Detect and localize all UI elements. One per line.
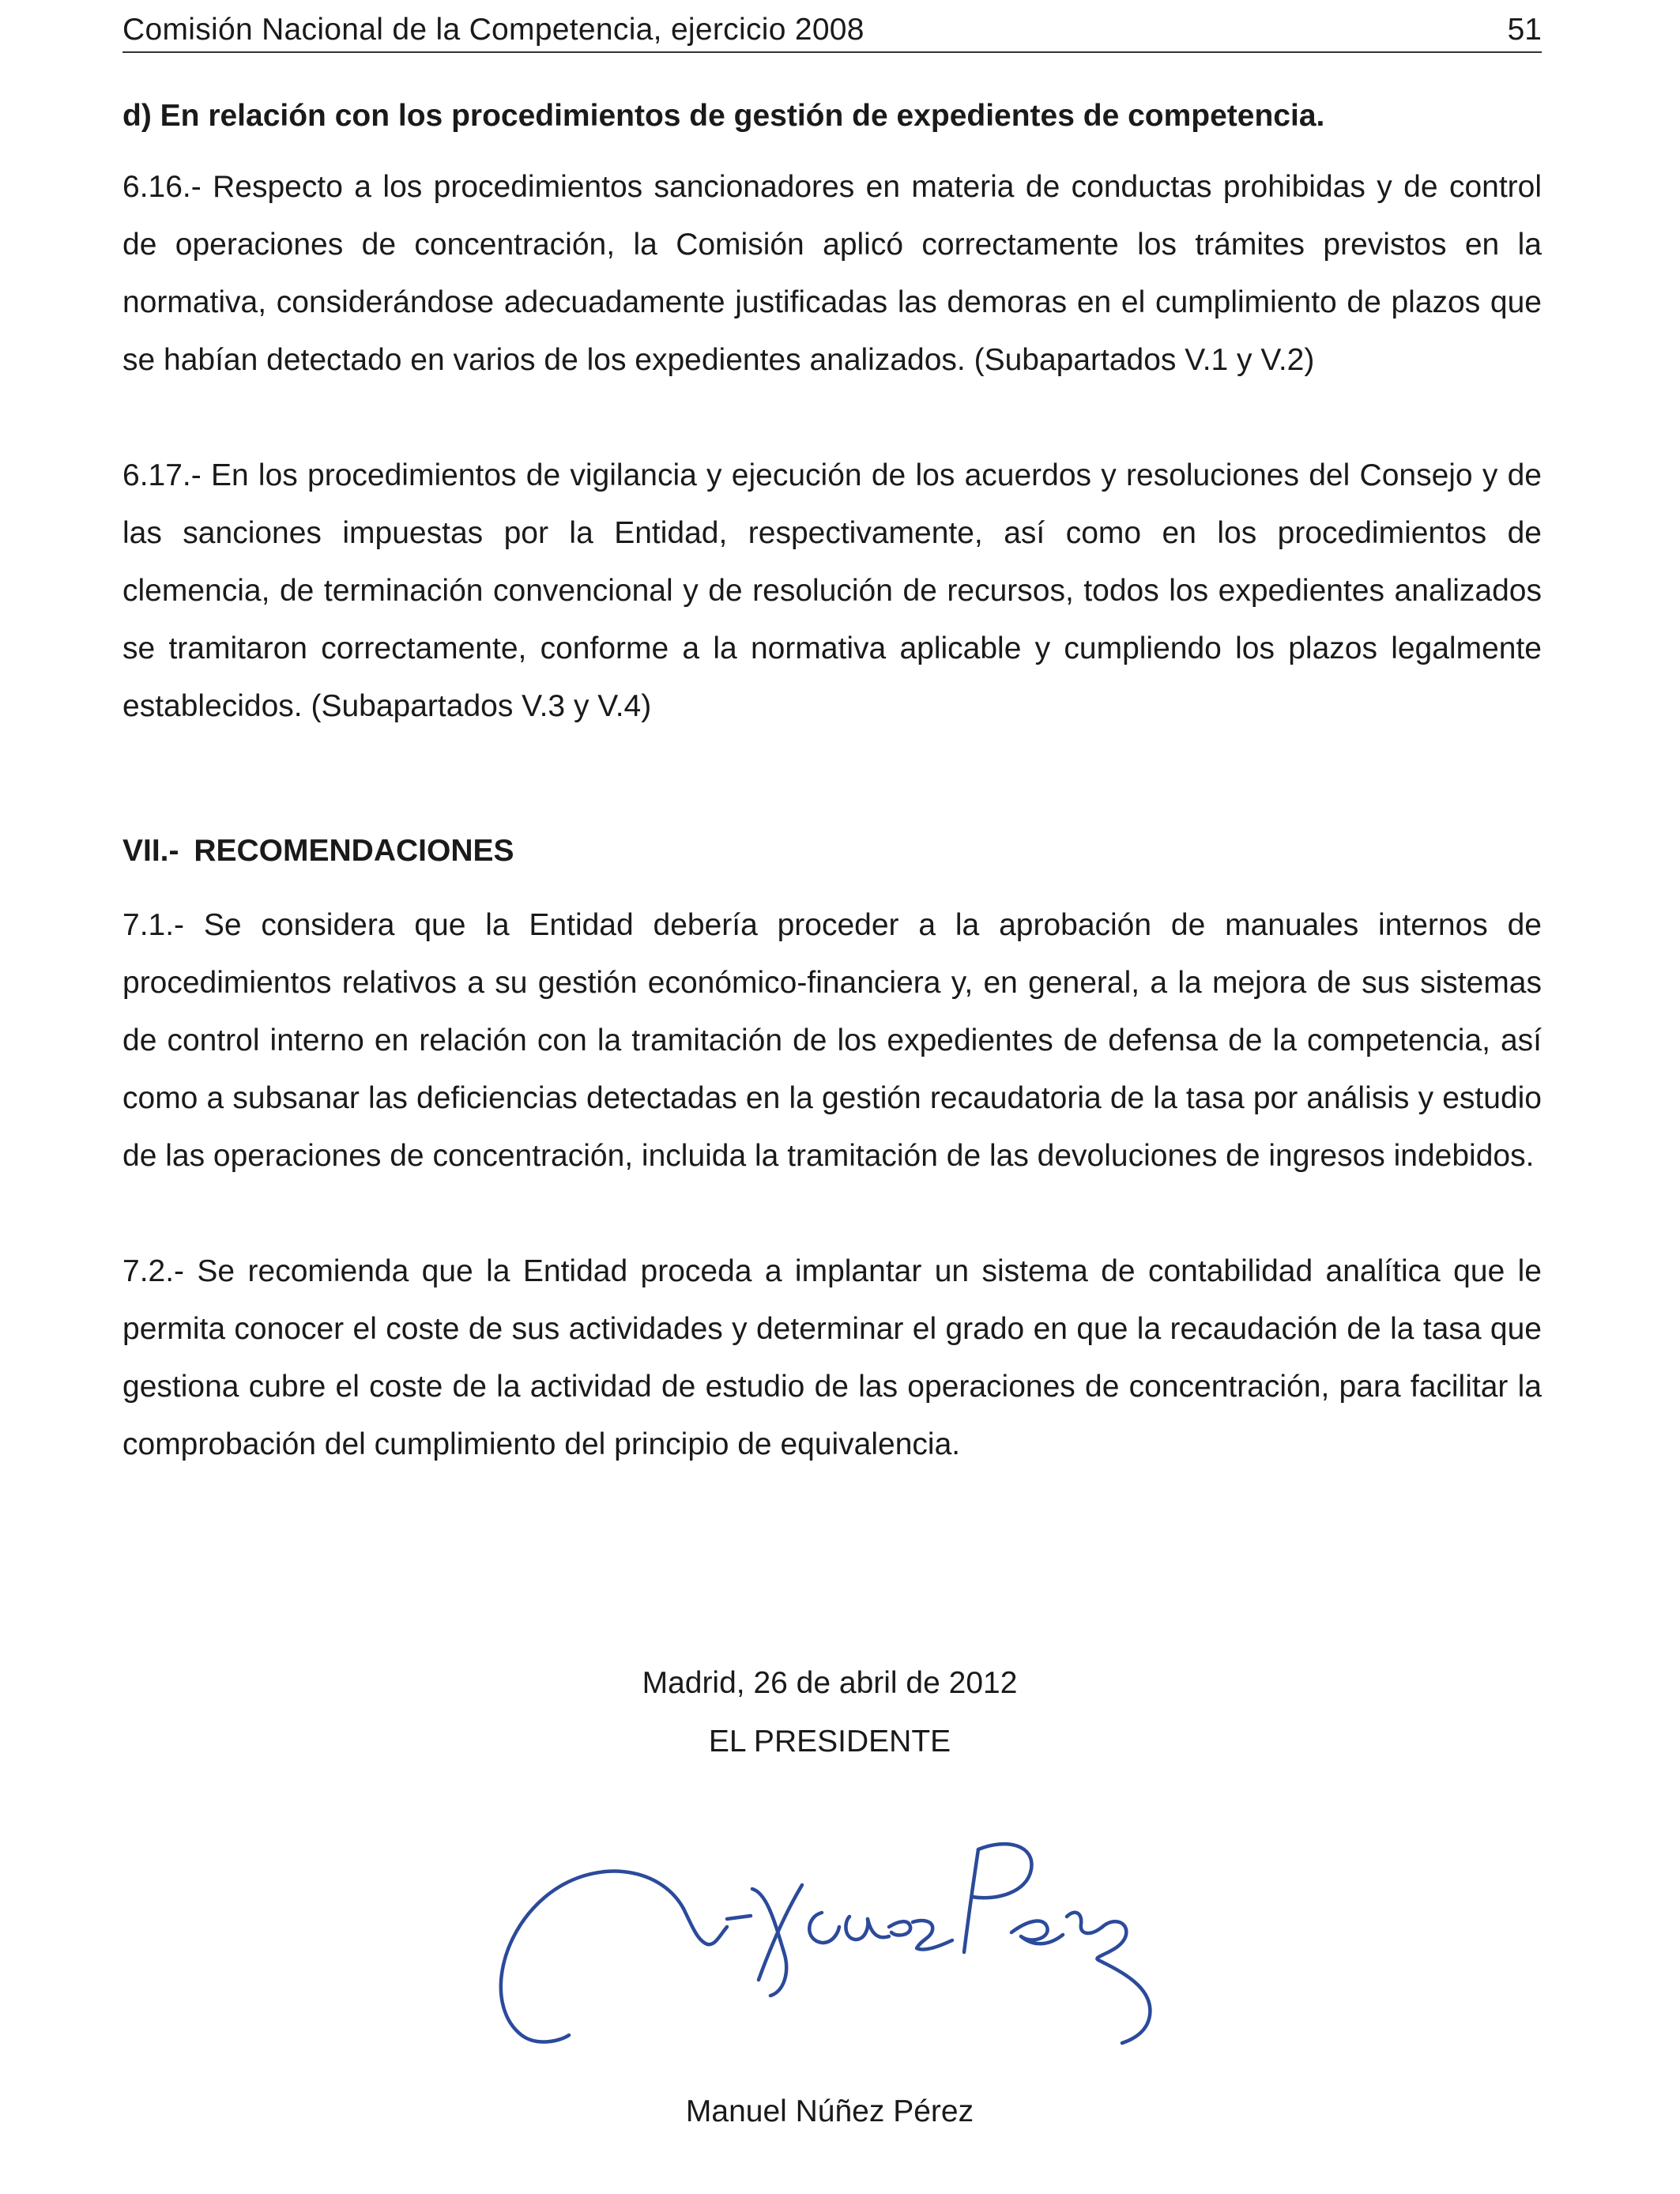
signer-role: EL PRESIDENTE: [708, 1725, 951, 1759]
paragraph-7-2: 7.2.- Se recomienda que la Entidad proceda a implantar un sistema de contabilidad analítica que le permita conocer el coste de sus actividades y determinar el grado en que la recaudación de la tasa que gestiona cubre el coste de la actividad de estudio de las operaciones de concentración, para facilitar la comprobación del cumplimiento del principio de equivalencia.: [122, 1254, 1542, 1461]
subheading-d: d) En relación con los procedimientos de gestión de expedientes de competencia.: [122, 99, 1325, 133]
place-date: Madrid, 26 de abril de 2012: [642, 1666, 1018, 1700]
paragraph-6-17: 6.17.- En los procedimientos de vigilancia y ejecución de los acuerdos y resoluciones del Consejo y de las sanciones impuestas por la Entidad, respectivamente, así como en los procedimientos de clemencia, de terminación convencional y de resolución de recursos, todos los expedientes analizados se tramitaron correctamente, conforme a la normativa aplicable y cumpliendo los plazos legalmente establecidos. (Subapartados V.3 y V.4): [122, 458, 1542, 723]
page-number: 51: [1507, 13, 1542, 47]
document-body: [122, 87, 1542, 1473]
signer-name: Manuel Núñez Pérez: [685, 2094, 974, 2128]
header-title: Comisión Nacional de la Competencia, ejercicio 2008: [122, 13, 864, 47]
handwritten-signature: [490, 1834, 1170, 2063]
section-title-recomendaciones: VII.- RECOMENDACIONES: [122, 834, 514, 868]
page-header: [122, 8, 1542, 53]
paragraph-7-1: 7.1.- Se considera que la Entidad debería proceder a la aprobación de manuales internos de procedimientos relativos a su gestión económico-financiera y, en general, a la mejora de sus sistemas de control interno en relación con la tramitación de los expedientes de defensa de la competencia, así como a subsanar las deficiencias detectadas en la gestión recaudatoria de la tasa por análisis y estudio de las operaciones de concentración, incluida la tramitación de las devoluciones de ingresos indebidos.: [122, 908, 1542, 1173]
paragraph-6-16: 6.16.- Respecto a los procedimientos sancionadores en materia de conductas prohibidas y de control de operaciones de concentración, la Comisión aplicó correctamente los trámites previstos en la normativa, considerándose adecuadamente justificadas las demoras en el cumplimiento de plazos que se habían detectado en varios de los expedientes analizados. (Subapartados V.1 y V.2): [122, 170, 1542, 377]
